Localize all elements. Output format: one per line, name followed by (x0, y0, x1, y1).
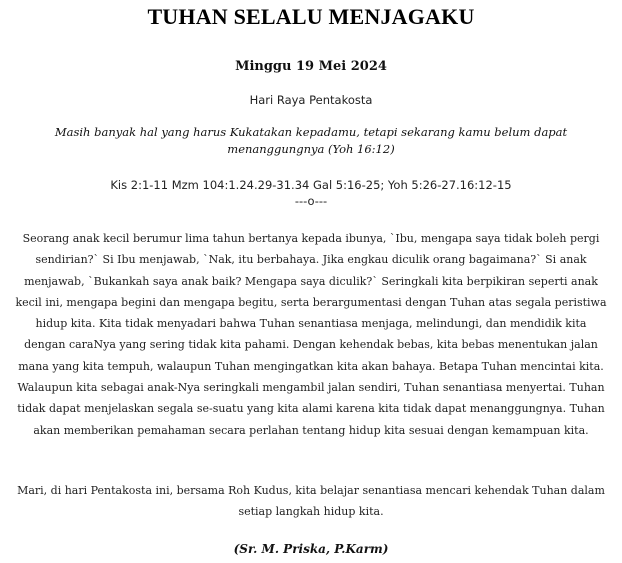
author-signature: (Sr. M. Priska, P.Karm) (233, 542, 389, 556)
body-paragraph-1: Seorang anak kecil berumur lima tahun bertanya kepada ibunya, `Ibu, mengapa saya tidak boleh pergi sendirian?` Si Ibu menjawab, `Nak, itu berbahaya. Jika engkau diculik orang bagaimana?` Si anak menjawab, `Bukankah saya anak baik? Mengapa saya diculik?` Seringkali kita berpikiran seperti anak kecil ini, mengapa begini dan mengapa begitu, serta berargumentasi dengan Tuhan atas segala peristiwa hidup kita. Kita tidak menyadari bahwa Tuhan senantiasa menjaga, melindungi, dan mendidik kita dengan caraNya yang sering tidak kita pahami. Dengan kehendak bebas, kita bebas menentukan jalan mana yang kita tempuh, walaupun Tuhan mengingatkan kita akan bahaya. Betapa Tuhan mencintai kita. Walaupun kita sebagai anak-Nya seringkali mengambil jalan sendiri, Tuhan senantiasa menyertai. Tuhan tidak dapat menjelaskan segala se-suatu yang kita alami karena kita tidak dapat menanggungnya. Tuhan akan memberikan pemahaman secara perlahan tentang hidup kita sesuai dengan kemampuan kita. (15, 232, 607, 437)
section-separator: ---o--- (294, 194, 328, 208)
body-paragraph-2: Mari, di hari Pentakosta ini, bersama Roh Kudus, kita belajar senantiasa mencari kehendak Tuhan dalam setiap langkah hidup kita. (17, 484, 605, 519)
occasion-label: Hari Raya Pentakosta (249, 93, 373, 107)
readings-line: Kis 2:1-11 Mzm 104:1.24.29-31.34 Gal 5:16-25; Yoh 5:26-27.16:12-15 (110, 178, 512, 192)
scripture-quote: Masih banyak hal yang harus Kukatakan kepadamu, tetapi sekarang kamu belum dapat menanggungnya (Yoh 16:12) (54, 125, 568, 156)
page-title: TUHAN SELALU MENJAGAKU (147, 4, 475, 29)
date-heading: Minggu 19 Mei 2024 (235, 59, 387, 74)
